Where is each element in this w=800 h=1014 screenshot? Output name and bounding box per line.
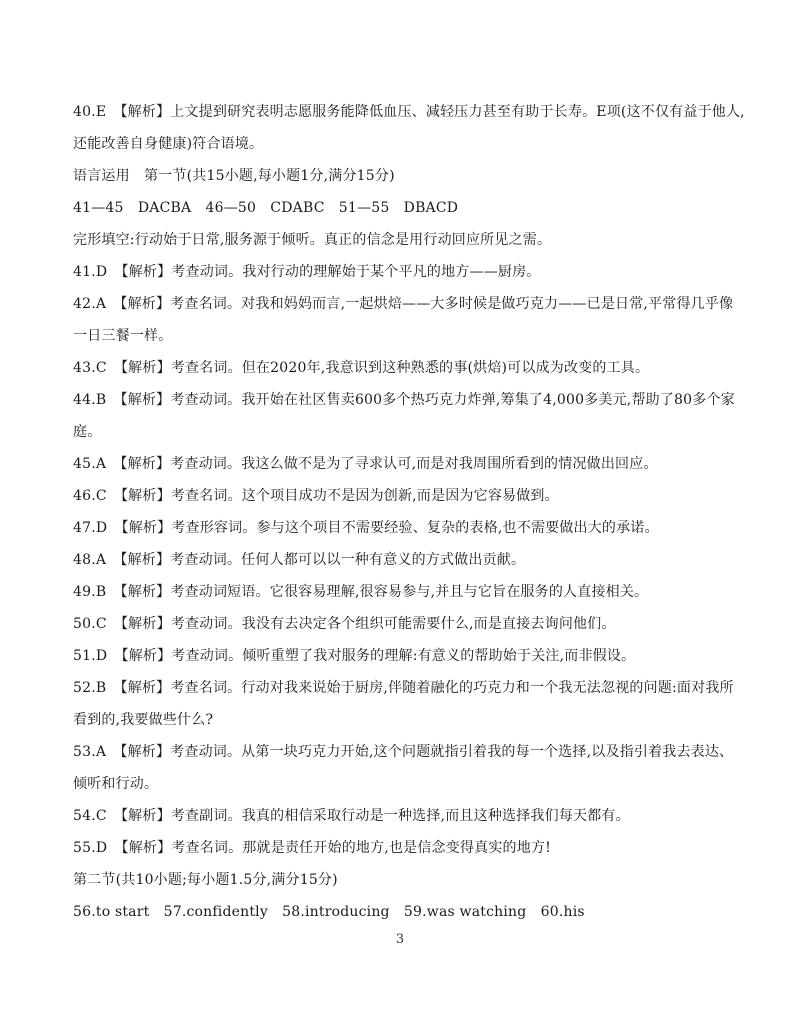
answer-45: 45.A 【解析】考查动词。我这么做不是为了寻求认可,而是对我周围所看到的情况做出回应。: [73, 456, 658, 472]
answer-key-56-60: 56.to start 57.confidently 58.introducing 59.was watching 60.his: [73, 904, 585, 920]
answer-key-41-55: 41—45 DACBA 46—50 CDABC 51—55 DBACD: [73, 200, 459, 216]
answer-53-line-2: 倾听和行动。: [73, 776, 159, 792]
answer-52-line-2: 看到的,我要做些什么?: [73, 712, 214, 728]
answer-50: 50.C 【解析】考查动词。我没有去决定各个组织可能需要什么,而是直接去询问他们。: [73, 616, 616, 632]
answer-47: 47.D 【解析】考查形容词。参与这个项目不需要经验、复杂的表格,也不需要做出大的承诺。: [73, 520, 659, 536]
answer-55: 55.D 【解析】考查名词。那就是责任开始的地方,也是信念变得真实的地方!: [73, 840, 551, 856]
answer-52-line-1: 52.B 【解析】考查名词。行动对我来说始于厨房,伴随着融化的巧克力和一个我无法忽视的问题:面对我所: [73, 680, 734, 696]
cloze-summary: 完形填空:行动始于日常,服务源于倾听。真正的信念是用行动回应所见之需。: [73, 232, 552, 248]
page-number: 3: [395, 932, 405, 947]
answer-40-line-2: 还能改善自身健康)符合语境。: [73, 136, 264, 152]
section-heading-part-two: 第二节(共10小题;每小题1.5分,满分15分): [73, 872, 338, 888]
answer-53-line-1: 53.A 【解析】考查动词。从第一块巧克力开始,这个问题就指引着我的每一个选择,以及指引着我去表达、: [73, 744, 734, 760]
answer-54: 54.C 【解析】考查副词。我真的相信采取行动是一种选择,而且这种选择我们每天都有。: [73, 808, 630, 824]
answer-48: 48.A 【解析】考查动词。任何人都可以以一种有意义的方式做出贡献。: [73, 552, 526, 568]
answer-43: 43.C 【解析】考查名词。但在2020年,我意识到这种熟悉的事(烘焙)可以成为改变的工具。: [73, 360, 650, 376]
answer-46: 46.C 【解析】考查名词。这个项目成功不是因为创新,而是因为它容易做到。: [73, 488, 559, 504]
answer-41: 41.D 【解析】考查动词。我对行动的理解始于某个平凡的地方——厨房。: [73, 264, 541, 280]
answer-40-line-1: 40.E 【解析】上文提到研究表明志愿服务能降低血压、减轻压力甚至有助于长寿。E项(这不仅有益于他人,: [73, 104, 745, 120]
answer-42-line-1: 42.A 【解析】考查名词。对我和妈妈而言,一起烘焙——大多时候是做巧克力——已是日常,平常得几乎像: [73, 296, 734, 312]
answer-44-line-2: 庭。: [73, 424, 102, 440]
answer-44-line-1: 44.B 【解析】考查动词。我开始在社区售卖600多个热巧克力炸弹,筹集了4,000多美元,帮助了80多个家: [73, 392, 735, 408]
answer-49: 49.B 【解析】考查动词短语。它很容易理解,很容易参与,并且与它旨在服务的人直接相关。: [73, 584, 649, 600]
answer-51: 51.D 【解析】考查动词。倾听重塑了我对服务的理解:有意义的帮助始于关注,而非假设。: [73, 648, 636, 664]
answer-42-line-2: 一日三餐一样。: [73, 328, 173, 344]
section-heading-language-use: 语言运用 第一节(共15小题,每小题1分,满分15分): [73, 168, 395, 184]
